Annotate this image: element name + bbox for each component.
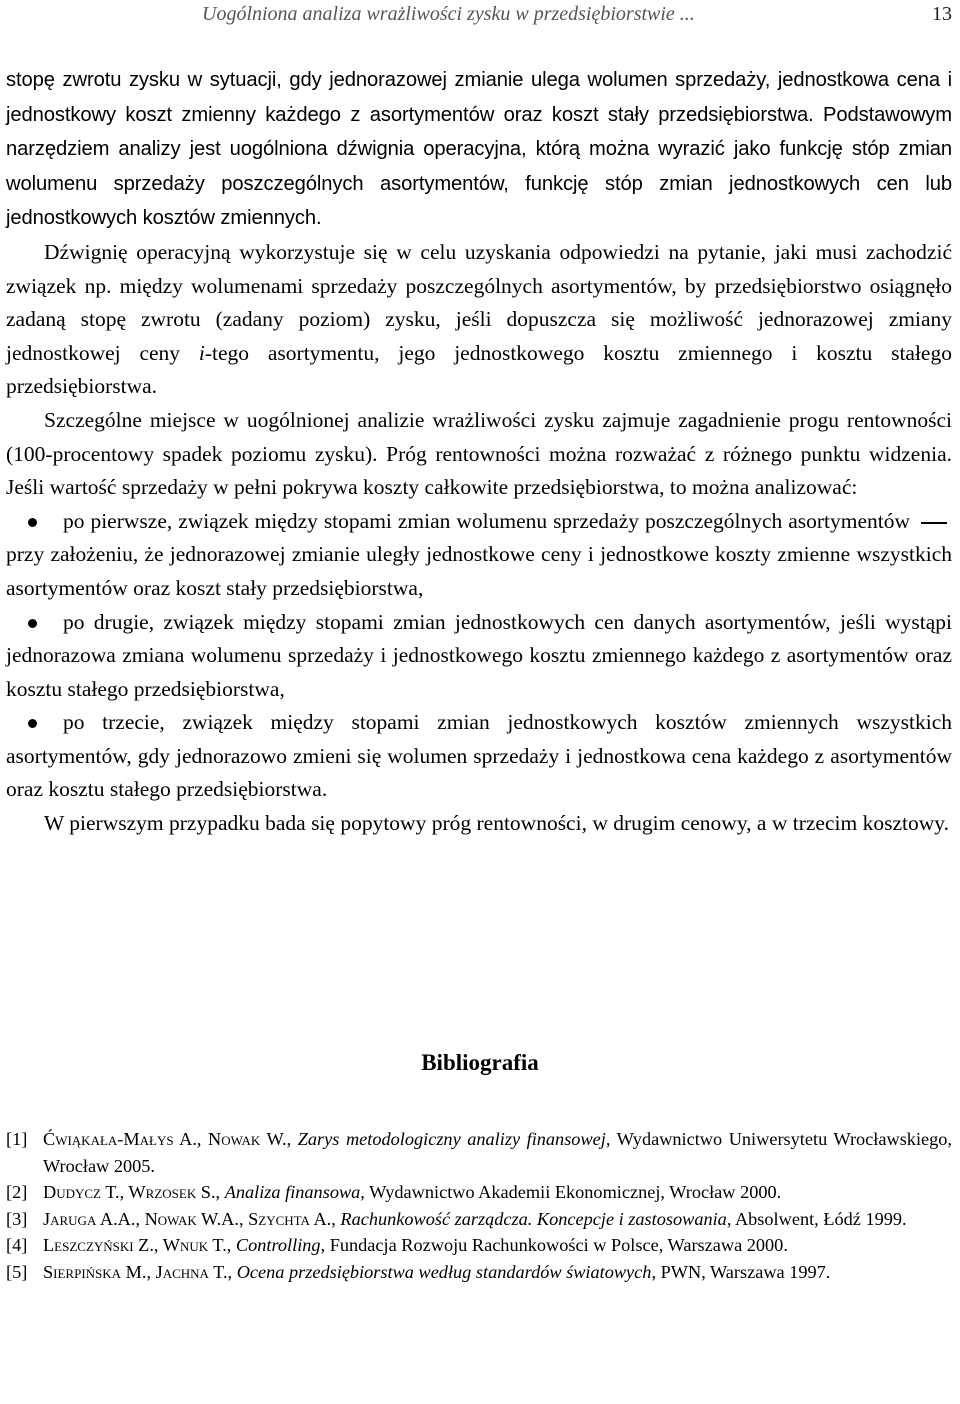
bullet-list	[6, 505, 952, 807]
reference-number: [5]	[6, 1261, 28, 1282]
paragraph-2	[6, 236, 952, 404]
reference-item	[6, 1206, 952, 1233]
paragraph-1	[6, 63, 952, 236]
variable-i: i	[198, 340, 205, 365]
reference-authors: Dudycz T., Wrzosek S.,	[43, 1182, 221, 1202]
reference-title: Analiza finansowa	[224, 1182, 361, 1202]
paragraph-4: W pierwszym przypadku bada się popytowy próg rentowności, w drugim cenowy, a w trzecim kosztowy.	[44, 811, 949, 836]
reference-authors: Ćwiąkała-Małys A., Nowak W.,	[43, 1129, 292, 1149]
bullet-1-text-b: przy założeniu, że jednorazowej zmianie uległy jednostkowe ceny i jednostkowe koszty zmienne wszystkich asortymentów oraz koszt stały przedsiębiorstwa,	[6, 542, 952, 600]
running-title: Uogólniona analiza wrażliwości zysku w przedsiębiorstwie ...	[202, 3, 695, 25]
reference-authors: Leszczyński Z., Wnuk T.,	[43, 1235, 232, 1255]
reference-publisher: , Absolwent, Łódź 1999.	[726, 1208, 907, 1229]
main-text	[6, 63, 952, 841]
reference-publisher: , Wydawnictwo Uniwersytetu Wrocławskiego, Wrocław 2005.	[43, 1129, 952, 1176]
reference-title: Rachunkowość zarządcza. Koncepcje i zastosowania	[340, 1208, 727, 1229]
reference-authors: Jaruga A.A., Nowak W.A., Szychta A.,	[43, 1208, 336, 1229]
paragraph-2-part-b: -tego asortymentu, jego jednostkowego kosztu zmiennego i kosztu stałego przedsiębiorstwa.	[6, 340, 952, 399]
dash-icon	[921, 522, 947, 524]
reference-authors: Sierpińska M., Jachna T.,	[43, 1261, 233, 1282]
reference-publisher: , Wydawnictwo Akademii Ekonomicznej, Wrocław 2000.	[360, 1182, 782, 1202]
bullet-item	[6, 706, 952, 807]
page-number: 13	[932, 3, 952, 25]
bullet-dot-icon	[28, 619, 37, 628]
reference-item	[6, 1126, 952, 1179]
bullet-item	[6, 505, 952, 606]
paragraph-3: Szczególne miejsce w uogólnionej analizie wrażliwości zysku zajmuje zagadnienie progu rentowności (100-procentowy spadek poziomu zysku). Próg rentowności można rozważać z różnego punktu widzenia. Jeśli wartość sprzedaży w pełni pokrywa koszty całkowite przedsiębiorstwa, to można analizować:	[6, 407, 952, 500]
bullet-dot-icon	[28, 719, 37, 728]
reference-publisher: , PWN, Warszawa 1997.	[651, 1261, 831, 1282]
bullet-item	[6, 606, 952, 707]
reference-number: [2]	[6, 1182, 28, 1202]
paragraph-1-part-b: Podstawowym narzędziem analizy jest uogólniona dźwignia operacyjna, którą można wyrazić jako funkcję stóp zmian wolumenu sprzedaży poszczególnych asortymentów, funkcję stóp zmian jednostkowych cen lub jednostkowych kosztów zmiennych.	[6, 103, 953, 230]
reference-item	[6, 1259, 952, 1286]
reference-number: [4]	[6, 1235, 28, 1255]
reference-list	[6, 1126, 952, 1285]
bullet-2-text: po drugie, związek między stopami zmian jednostkowych cen danych asortymentów, jeśli wystąpi jednorazowa zmiana wolumenu sprzedaży i jednostkowego kosztu zmiennego każdego z asortymentów oraz kosztu stałego przedsiębiorstwa,	[6, 609, 952, 701]
paragraph-1-part-a: stopę zwrotu zysku w sytuacji, gdy jednorazowej zmianie ulega wolumen sprzedaży, jednostkowa cena i jednostkowy koszt zmienny każdego z asortymentów oraz koszt stały przedsiębiorstwa.	[6, 69, 952, 126]
reference-item	[6, 1232, 952, 1259]
bibliography-heading: Bibliografia	[421, 1050, 539, 1075]
reference-number: [1]	[6, 1129, 28, 1149]
reference-item	[6, 1179, 952, 1206]
bullet-1-text-a: po pierwsze, związek między stopami zmian wolumenu sprzedaży poszczególnych asortymentów	[63, 508, 911, 533]
reference-title: Zarys metodologiczny analizy finansowej	[297, 1129, 606, 1149]
reference-title: Ocena przedsiębiorstwa według standardów światowych	[236, 1261, 652, 1282]
running-header	[6, 0, 952, 28]
bullet-3-text: po trzecie, związek między stopami zmian jednostkowych kosztów zmiennych wszystkich asortymentów, gdy jednorazowo zmieni się wolumen sprzedaży i jednostkowa cena każdego z asortymentów oraz kosztu stałego przedsiębiorstwa.	[6, 710, 952, 802]
paragraph-2-part-a: Dźwignię operacyjną wykorzystuje się w celu uzyskania odpowiedzi na pytanie, jaki musi zachodzić związek np. między wolumenami sprzedaży poszczególnych asortymentów, by przedsiębiorstwo osiągnęło zadaną stopę zwrotu (zadany poziom) zysku, jeśli dopuszcza się możliwość jednorazowej zmiany jednostkowej ceny	[6, 239, 952, 365]
bullet-dot-icon	[28, 518, 37, 527]
reference-title: Controlling	[235, 1235, 321, 1255]
reference-publisher: , Fundacja Rozwoju Rachunkowości w Polsce, Warszawa 2000.	[320, 1235, 788, 1255]
reference-number: [3]	[6, 1208, 28, 1229]
